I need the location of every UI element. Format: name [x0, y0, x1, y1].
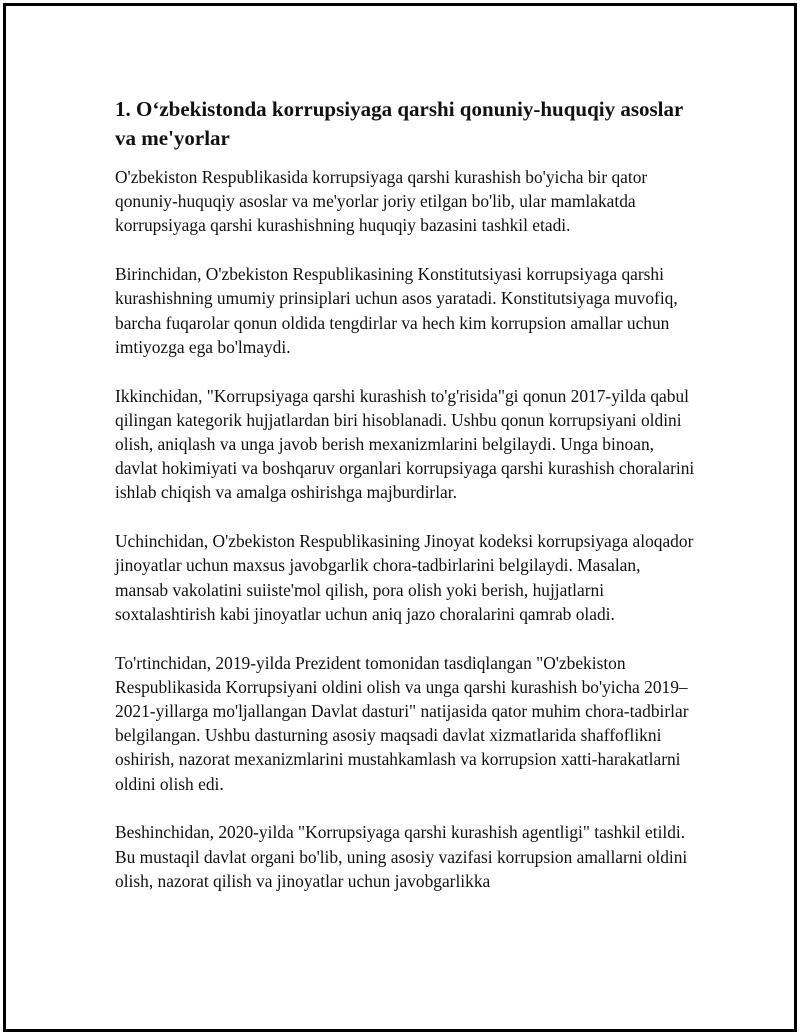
- document-body: [115, 95, 695, 918]
- paragraph-criminal-code: Uchinchidan, O'zbekiston Respublikasining Jinoyat kodeksi korrupsiyaga aloqador jinoyatlar uchun maxsus javobgarlik chora-tadbirlarini belgilaydi. Masalan, mansab vakolatini suiiste'mol qilish, pora olish yoki berish, hujjatlarni soxtalashtirish kabi jinoyatlar uchun aniq jazo choralarini qamrab oladi.: [115, 531, 694, 624]
- paragraph-intro: O'zbekiston Respublikasida korrupsiyaga qarshi kurashish bo'yicha bir qator qonuniy-huquqiy asoslar va me'yorlar joriy etilgan bo'lib, ular mamlakatda korrupsiyaga qarshi kurashishning huquqiy bazasini tashkil etadi.: [115, 167, 648, 236]
- paragraph-constitution: Birinchidan, O'zbekiston Respublikasining Konstitutsiyasi korrupsiyaga qarshi kurashishning umumiy prinsiplari uchun asos yaratadi. Konstitutsiyaga muvofiq, barcha fuqarolar qonun oldida tengdirlar va hech kim korrupsion amallar uchun imtiyozga ega bo'lmaydi.: [115, 264, 678, 357]
- paragraph-state-program: To'rtinchidan, 2019-yilda Prezident tomonidan tasdiqlangan "O'zbekiston Respublikasida Korrupsiyani oldini olish va unga qarshi kurashish bo'yicha 2019–2021-yillarga mo'ljallangan Davlat dasturi" natijasida qator muhim chora-tadbirlar belgilangan. Ushbu dasturning asosiy maqsadi davlat xizmatlarida shaffoflikni oshirish, nazorat mexanizmlarini mustahkamlash va korrupsion xatti-harakatlarni oldini olish edi.: [115, 652, 689, 794]
- paragraph-agency: Beshinchidan, 2020-yilda "Korrupsiyaga qarshi kurashish agentligi" tashkil etildi. Bu mustaqil davlat organi bo'lib, uning asosiy vazifasi korrupsion amallarni oldini olish, nazorat qilish va jinoyatlar uchun javobgarlikka: [115, 822, 688, 891]
- section-heading: 1. O‘zbekistonda korrupsiyaga qarshi qonuniy-huquqiy asoslar va me'yorlar: [115, 97, 683, 150]
- paragraph-anticorruption-law: Ikkinchidan, "Korrupsiyaga qarshi kurashish to'g'risida"gi qonun 2017-yilda qabul qilingan kategorik hujjatlardan biri hisoblanadi. Ushbu qonun korrupsiyani oldini olish, aniqlash va unga javob berish mexanizmlarini belgilaydi. Unga binoan, davlat hokimiyati va boshqaruv organlari korrupsiyaga qarshi kurashish choralarini ishlab chiqish va amalga oshirishga majburdirlar.: [115, 385, 695, 503]
